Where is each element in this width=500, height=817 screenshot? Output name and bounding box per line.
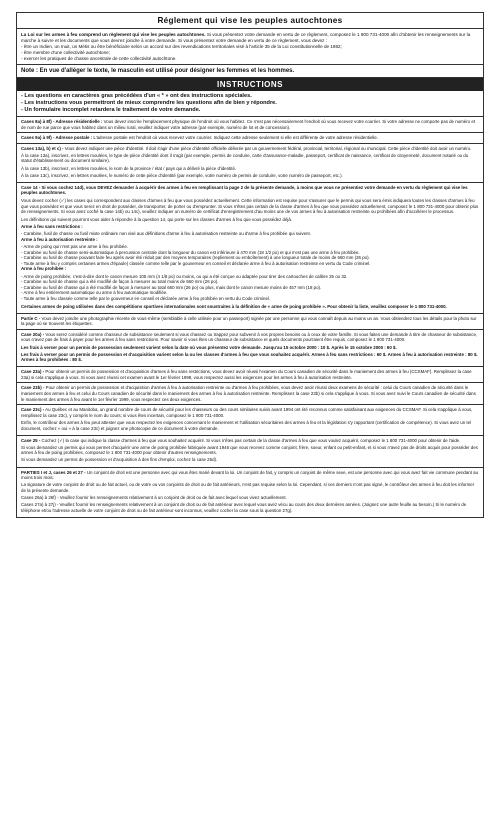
section-paragraph <box>21 470 479 481</box>
intro-paragraph <box>21 32 479 44</box>
section-heading: Case 23a) - <box>21 369 45 375</box>
subheading-restricted: Arme à feu à autorisation restreinte : <box>21 237 98 242</box>
section-paragraph: Les frais à verser pour un permis de possession seulement varient selon la date où vous présentez votre demande. Jusqu'au 15 octobre 2000 : 10 $. Après le 15 octobre 2000 : 60 $. <box>21 344 397 350</box>
page-title: Réglement qui vise les peuples autochtones <box>17 13 483 29</box>
list-item: - Toute arme à feu classée comme telle par le gouverneur en conseil et déclarée arme à feu prohibée en vertu du Code criminel. <box>21 295 271 301</box>
handgun-exemption-note: Certaines armes de poing utilisées dans des compétitions sportives internationales sont soustraites à la définition de « arme de poing prohibée ». Pour obtenir la liste, veuillez composer le 1 800 731-4000. <box>21 303 447 309</box>
subheading-non-restricted: Arme à feu sans restrictions : <box>21 224 83 230</box>
rule-item: - Les instructions vous permettront de mieux comprendre les questions afin de bien y répondre. <box>21 100 277 106</box>
section-text: Vous serez considéré comme chasseur de subsistance seulement si vous chassez ou trappez pour subvenir à vos propres besoins ou à ceux de votre famille. Si vous faites une demande à titre de chasseur de subsistance, vous n'avez pas de frais à payer pour les armes à feu sans restrictions. Pour savoir si vous êtes un chasseur de subsistance et quels documents pourraient être requis, composez le 1 800 731-4000. <box>21 331 478 343</box>
list-item: - Carabine ou fusil de chasse pouvant faire feu après avoir été réduit par des moyens temporaires (repliement ou emboîtement) à une longueur totale de moins de 660 mm (26 po). <box>21 255 370 261</box>
section-paragraph <box>21 438 479 444</box>
list-item: - Carabine ou fusil de chasse semi-automatique à percussion centrale dont la longueur du canon est inférieure à 470 mm (18 1/2 po) et qui n'est pas une arme à feu prohibée. <box>21 249 360 255</box>
section-text: Vous devez joindre une photographie récente de vous-même (semblable à celle utilisée pour un passeport) signée par une personne qui vous connaît depuis au moins un an. Vous obtiendrez tous les détails pour la photo sur la page où se trouvent les étiquettes. <box>21 315 477 327</box>
section-paragraph <box>21 407 479 418</box>
list-item: - exercer les pratiques de chasse ancestrale de cette collectivité autochtone. <box>21 56 177 61</box>
section-paragraph: À la case 13a), inscrivez, en lettres moulées, le type de pièce d'identité dont il s'agit (par exemple, permis de conduire, carte d'assurance-maladie, passeport, certificat de naissance, certificat de citoyenneté, document notarié ou du statut d'établissement ou document similaire). <box>21 152 469 164</box>
subheading-prohibited: Arme à feu prohibée : <box>21 266 67 272</box>
restricted-list <box>21 244 479 266</box>
section-heading: PARTIES I et J, cases 26 et 27 - <box>21 469 86 475</box>
section-paragraph: À la case 13b), inscrivez, en lettres moulées, le nom de la province / état / pays qui a délivré la pièce d'identité. <box>21 165 237 171</box>
section-safety-course-23a <box>17 367 483 383</box>
section-spouses <box>17 468 483 517</box>
section-heading: Cases 8a) à 8f) - Adresse résidentielle : <box>21 119 103 124</box>
section-paragraph: À la case 13c), inscrivez, en lettres moulées, le numéro de cette pièce d'identité (par exemple, votre numéro de permis de conduire, votre numéro de passeport, etc.). <box>21 172 343 178</box>
instructions-heading: INSTRUCTIONS <box>17 78 483 91</box>
section-acquire-class <box>17 436 483 468</box>
list-item: - Arme de poing qui n'est pas une arme à feu prohibée. <box>21 244 129 250</box>
section-heading: Cases 9a) à 9f) - Adresse postale : <box>21 135 93 141</box>
section-paragraph: Cases 27a) à 27j) - Veuillez fournir les renseignements relativement à un conjoint de droit ou de fait antérieur avec lequel vous avez vécu au cours des deux dernières années. (Joignez une autre feuille au besoin.) Si le numéro de téléphone et/ou l'adresse actuelle de votre conjoint de droit ou de fait antérieur sont inconnus, veuillez cocher la case sous la question 27g). <box>21 501 467 513</box>
section-text: L'adresse postale est l'endroit où vous recevez votre courrier. Indiquez cette adresse seulement si elle est différente de votre adresse résidentielle. <box>93 135 379 141</box>
section-fees <box>17 330 483 367</box>
section-heading: Case 14 - Si vous cochez 14d), vous DEVEZ demander à acquérir des armes à feu en remplissant la page 2 de la présente demande, à moins que vous ne présentiez votre demande en vertu du règlement qui vise les peuples autochtones. <box>21 184 468 196</box>
list-item: - Carabine ou fusil de chasse qui a été modifié de façon à mesurer au total 660 mm (26 po) ou plus, mais dont le canon mesure moins de 457 mm (18 po). <box>21 284 322 290</box>
section-safety-course-23c <box>17 405 483 435</box>
intro-lead-rest: Si vous présentez votre demande en vertu de ce règlement, composez le 1 800 731-4000 afin d'obtenir les renseignements sur la marche à suivre et les documents que vous devrez joindre à votre demande. Si vous présentez votre demande en vertu de ce règlement, vous devez : <box>21 32 471 43</box>
intro-block <box>17 29 483 65</box>
section-heading: Case 23c) - <box>21 407 45 413</box>
section-postal-address <box>17 133 483 144</box>
section-text: Au Québec et au Manitoba, un grand nombre de cours de sécurité pour les chasseurs ou des cours similaires suivis avant 1994 ont été reconnus comme satisfaisant aux exigences du CCSMAF. Si cela s'applique à vous, remplissez la case 23c), y compris le nom du cours; si vous êtes incertain, composez le 1 800 731-4000. <box>21 407 473 418</box>
section-text: Cochez (✓) la case qui indique la classe d'armes à feu que vous souhaitez acquérir. Si vous n'êtes pas certain de la classe d'armes à feu que vous voulez acquérir, composez le 1 800 731-4000 pour obtenir de l'aide. <box>41 437 461 443</box>
list-item: - Arme de poing prohibée, c'est-à-dire dont le canon mesure 105 mm (4 1/8 po) ou moins, ou qui a été conçue ou adaptée pour tirer des cartouches de calibre 25 ou 32. <box>21 273 348 279</box>
section-text: Pour obtenir un permis de possession et d'acquisition d'armes à feu sans restrictions, vous devez avoir réussi l'examen du Cours canadien de sécurité dans le maniement des armes à feu (CCSMAF). Remplissez la case 23a) si cela s'applique à vous. Si vous avez réussi cet examen avant le 1er février 1999, vous respectez aussi les exigences pour les armes à feu à autorisation restreinte. <box>21 369 472 380</box>
section-heading: Case 20a) - <box>21 331 45 337</box>
section-heading: Cases 13a), b) et c) - <box>21 145 64 151</box>
intro-lead: La Loi sur les armes à feu comprend un règlement qui vise les peuples autochtones. <box>21 32 206 37</box>
section-identification <box>17 144 483 183</box>
section-paragraph: Si vous demandez un permis de possession et d'acquisition à des fins d'emploi, cochez la case 25d). <box>21 457 218 463</box>
section-paragraph: Vous devez cocher (✓) les cases qui correspondent aux classes d'armes à feu que vous possédez actuellement. Cette information est requise pour s'assurer que le permis qui vous sera émis indiquera toutes les classes d'armes à feu que vous possédez et que vous serez en droit de posséder, de transporter, de porter ou d'emprunter. Si vous n'êtes pas certain de la classe d'armes à feu que vous possédez actuellement, composez le 1 800 731-4000 pour obtenir plus de renseignements. Si vous avez coché la case 14b) ou 14c), veuillez indiquer un numéro de certificat d'enregistrement d'au moins une de vos armes à feu à autorisation restreinte ou prohibées afin d'accélérer le processus. <box>21 197 479 215</box>
section-safety-course-23b <box>17 383 483 405</box>
section-text: Un conjoint de droit est une personne avec qui vous êtes marié devant la loi. Un conjoint de fait, y compris un conjoint de même sexe, est une personne avec qui vous avez fait vie commune pendant au moins trois mois. <box>21 469 479 481</box>
section-text: Vous devez indiquer une pièce d'identité. Il doit s'agir d'une pièce d'identité officielle délivrée par un gouvernement fédéral, provincial, territorial, régional ou municipal. Cette pièce d'identité doit avoir un numéro. <box>64 145 472 151</box>
rule-item: - Un formulaire incomplet retardera le traitement de votre demande. <box>21 107 201 113</box>
list-item: - être un Indien, un Inuit, un Métis ou être bénéficiaire selon un accord sur des revendications territoriales visé à l'article 35 de la Loi constitutionnelle de 1982; <box>21 44 342 49</box>
gender-note: Note : En vue d'alléger le texte, le masculin est utilisé pour désigner les femmes et les hommes. <box>17 65 483 78</box>
section-paragraph <box>21 332 479 343</box>
list-item: - Carabine, fusil de chasse ou fusil mixte ordinaire non visé aux définitions d'arme à feu à autorisation restreinte ou d'arme à feu prohibée qui suivent. <box>21 231 311 237</box>
list-item: - Toute arme à feu y compris certaines armes d'épaule) classée comme telle par le gouverneur en conseil et déclarée arme à feu à autorisation restreinte en vertu du Code criminel. <box>21 260 371 266</box>
instruction-rules <box>17 91 483 117</box>
regulation-page <box>16 12 484 518</box>
section-paragraph: Les frais à verser pour un permis de possession et d'acquisition varient selon la ou les classes d'armes à feu que vous souhaitez acquérir. Armes à feu sans restrictions : 60 $. Armes à feu à autorisation restreinte : 80 $. Armes à feu prohibées : 80 $. <box>21 351 478 363</box>
section-paragraph: La signature de votre conjoint de droit ou de fait actuel, ou de votre ou vos conjoints de droit ou de fait antérieurs, n'est pas requise selon la loi. Cependant, si ces derniers n'ont pas signé, le contrôleur des armes à feu doit les informer de la présente demande. <box>21 482 475 493</box>
section-text: Vous devez inscrire l'emplacement physique de l'endroit où vous habitez. Ce n'est pas nécessairement l'endroit où vous recevez votre courrier. Si votre adresse ne comporte pas de numéro et de nom de rue parce que vous habitez dans un milieu rural, veuillez indiquer votre adresse (par exemple, numéro de lot et de concession). <box>21 119 475 130</box>
section-part-c-photo <box>17 314 483 330</box>
section-paragraph <box>21 146 479 152</box>
rule-item: - Les questions en caractères gras précédées d'un « * » ont des instructions spéciales. <box>21 93 252 99</box>
section-heading: Case 25 - <box>21 437 41 443</box>
list-item: - être membre d'une collectivité autochtone; <box>21 50 110 55</box>
section-heading: Case 23b) - <box>21 385 45 391</box>
section-heading: Partie C - <box>21 315 41 321</box>
section-residential-address <box>17 117 483 133</box>
list-item: - Carabine ou fusil de chasse qui a été modifié de façon à mesurer au total moins de 660 mm (26 po). <box>21 279 219 285</box>
list-item: - Arme à feu entièrement automatique ou arme à feu automatique modifiée. <box>21 290 168 296</box>
section-paragraph: Cases 26a) à 26f) - Veuillez fournir les renseignements relativement à un conjoint de droit ou de fait avec lequel vous vivez actuellement. <box>21 494 287 500</box>
section-firearm-classes <box>17 183 483 314</box>
section-paragraph: Enfin, le contrôleur des armes à feu peut attester que vous respectez les exigences concernant le maniement et l'utilisation sécuritaires des armes à feu et la législation s'y rapportant (certification de compétence). Si vous avez un tel document, cochez « oui » à la case 23c) et joignez une photocopie de ce document à votre demande. <box>21 419 472 431</box>
intro-list <box>21 44 479 62</box>
section-paragraph: Si vous demandez un permis qui vous permet d'acquérir une arme de poing prohibée fabriquée avant 1946 que vous recevez comme conjoint, frère, soeur, enfant ou petit-enfant, et si vous n'avez pas de droits acquis pour posséder des armes à feu de poing prohibées, composez le 1 800 731-4000 pour obtenir d'autres renseignements. <box>21 444 478 456</box>
section-text: Pour obtenir un permis de possession et d'acquisition d'armes à feu à autorisation restreinte ou d'armes à feu prohibées, vous devez avoir réussi deux examens de sécurité : celui du Cours canadien de sécurité dans le maniement des armes à feu et celui du Cours canadien de sécurité dans le maniement des armes à feu à autorisation restreinte. Remplissez la case 23b) si cela s'applique à vous. Si vous avez suivi le Cours canadien de sécurité dans le maniement des armes à feu avant le 1er février 1999, vous respectez ces deux exigences. <box>21 385 476 402</box>
prohibited-list <box>21 274 479 302</box>
section-paragraph: Les définitions qui suivent pourront vous aider à répondre à la question 14, qui porte sur les classes d'armes à feu que vous possédez déjà. <box>21 216 293 222</box>
